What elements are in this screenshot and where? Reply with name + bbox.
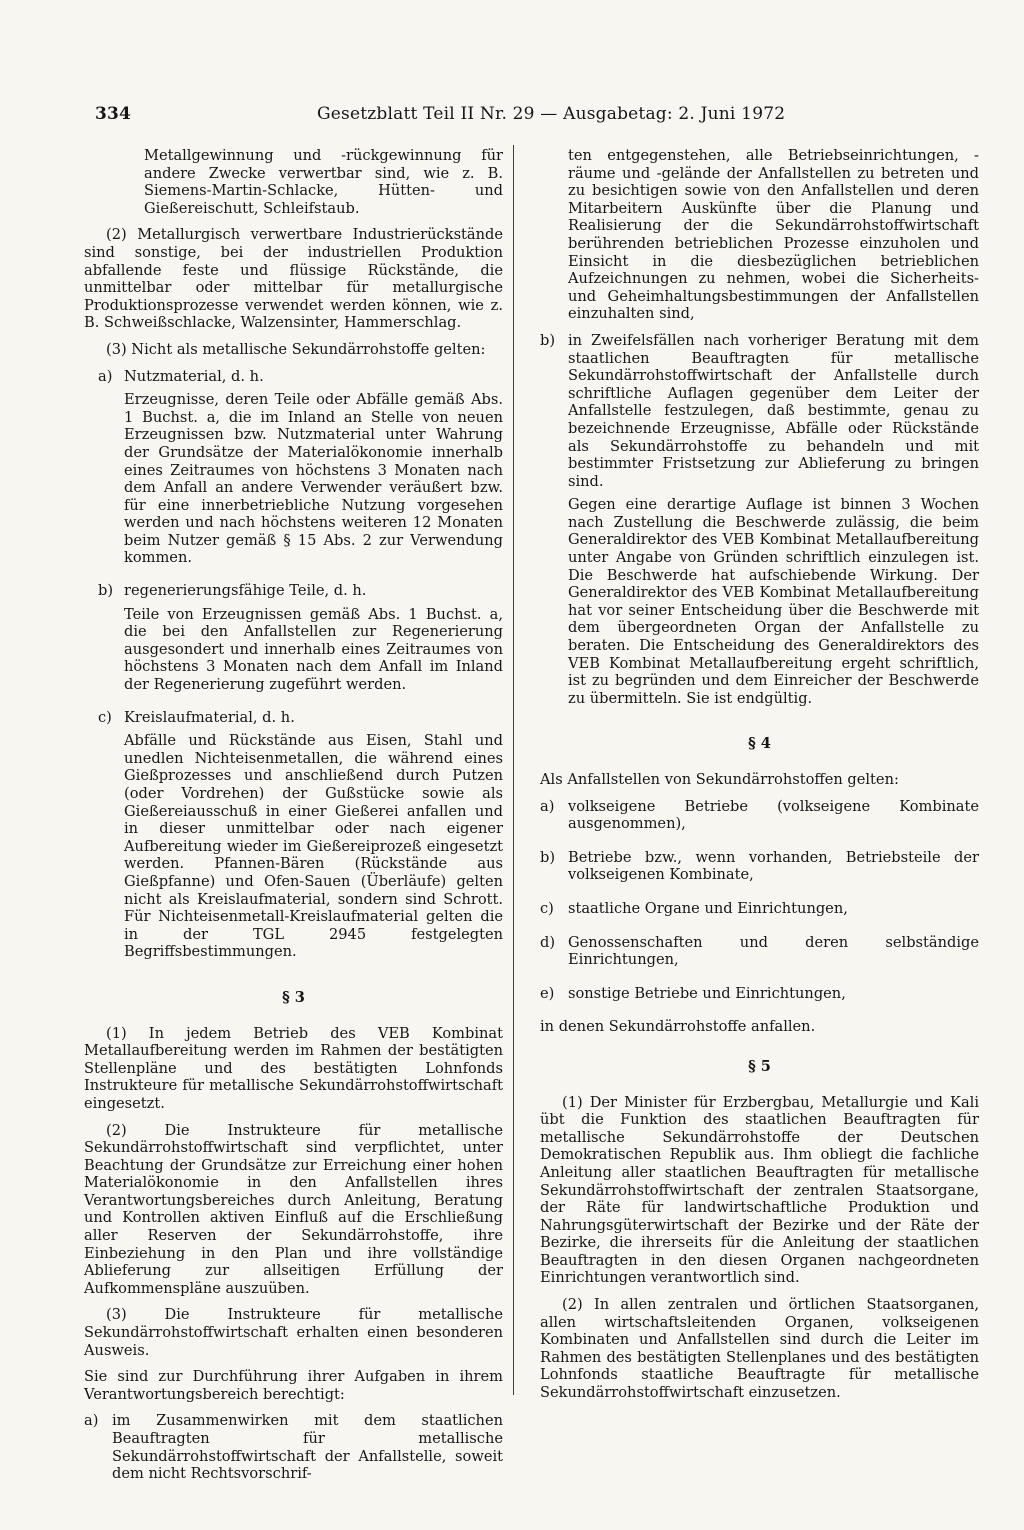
s3-paragraph-1: (1) In jedem Betrieb des VEB Kombinat Metallaufbereitung werden im Rahmen der bestätigten Stellenpläne und des bestätigten Lohnfonds Instrukteure für metallische Sekundärrohstoffwirtschaft eingesetzt.	[84, 1024, 503, 1112]
list-item	[540, 985, 979, 1009]
item-title: regenerierungsfähige Teile, d. h.	[124, 582, 367, 600]
item-text: Betriebe bzw., wenn vorhanden, Betriebsteile der volkseigenen Kombinate,	[568, 848, 979, 884]
item-marker: c)	[540, 899, 554, 917]
section-heading-3: § 3	[282, 988, 305, 1006]
item-text: sonstige Betriebe und Einrichtungen,	[568, 984, 846, 1002]
item-marker: a)	[84, 1412, 99, 1430]
item-marker: a)	[540, 797, 555, 815]
continuation-paragraph: ten entgegenstehen, alle Betriebseinrichtungen, -räume und -gelände der Anfallstellen zu betreten und zu besichtigen sowie von den Anfallstellen und deren Mitarbeitern Auskünfte über die Planung und Realisierung der die Sekundärrohstoffwirtschaft berührenden betrieblichen Prozesse einzuholen und Einsicht in die diesbezüglichen betrieblichen Aufzeichnungen zu nehmen, wobei die Sicherheits- und Geheimhaltungsbestimmungen der Anfallstellen einzuhalten sind,	[568, 147, 979, 323]
list-item-c	[84, 709, 503, 967]
list-item	[540, 798, 979, 839]
list-item	[540, 934, 979, 975]
section-heading-4: § 4	[748, 735, 771, 753]
item-title: Nutzmaterial, d. h.	[124, 367, 264, 385]
item-marker: a)	[98, 367, 113, 385]
item-marker: b)	[98, 582, 114, 600]
page-number: 334	[95, 104, 132, 124]
s4-outro: in denen Sekundärrohstoffe anfallen.	[540, 1018, 816, 1036]
s3-paragraph-2: (2) Die Instrukteure für metallische Sekundärrohstoffwirtschaft sind verpflichtet, unter Beachtung der Grundsätze zur Erreichung einer hohen Materialökonomie in den Anfallstellen ihres Verantwortungsbereiches durch Anleitung, Beratung und Kontrollen aktiven Einfluß auf die Erschließung aller Reserven der Sekundärrohstoffe, ihre Einbeziehung in den Plan und ihre vollständige Ablieferung zur allseitigen Erfüllung der Aufkommenspläne auszuüben.	[84, 1121, 503, 1297]
list-item-b	[84, 582, 503, 700]
s4-list	[540, 798, 979, 1009]
right-column	[540, 147, 979, 1411]
s3-paragraph-4: Sie sind zur Durchführung ihrer Aufgaben in ihrem Verantwortungsbereich berechtigt:	[84, 1368, 503, 1403]
s5-paragraph-1: (1) Der Minister für Erzbergbau, Metallurgie und Kali übt die Funktion des staatlichen Beauftragten für metallische Sekundärrohstoffe der Deutschen Demokratischen Republik aus. Ihm obliegt die fachliche Anleitung aller staatlichen Beauftragten für metallische Sekundärrohstoffwirtschaft der zentralen Staatsorgane, der Räte für landwirtschaftliche Produktion und Nahrungsgüterwirtschaft der Bezirke und der Räte der Bezirke, die ihrerseits für die Anleitung der staatlichen Beauftragten in den diesen Organen nachgeordneten Einrichtungen verantwortlich sind.	[540, 1093, 979, 1287]
s3-list-item-a	[84, 1412, 503, 1488]
item-text: in Zweifelsfällen nach vorheriger Beratung mit dem staatlichen Beauftragten für metallische Sekundärrohstoffwirtschaft der Anfallstelle durch schriftliche Auflagen gegenüber dem Leiter der Anfallstelle festzulegen, daß bestimmte, genau zu bezeichnende Erzeugnisse, Abfälle oder Rückstände als Sekundärrohstoffe zu behandeln und mit bestimmter Fristsetzung zur Ablieferung zu bringen sind.	[568, 331, 979, 490]
continuation-paragraph: Metallgewinnung und -rückgewinnung für andere Zwecke verwertbar sind, wie z. B. Siemens-Martin-Schlacke, Hütten- und Gießereischutt, Schleifstaub.	[144, 147, 503, 217]
s3-list-item-b	[540, 332, 979, 713]
item-text: Teile von Erzeugnissen gemäß Abs. 1 Buchst. a, die bei den Anfallstellen zur Regenerierung ausgesondert und innerhalb eines Zeitraumes von höchstens 3 Monaten nach dem Anfall im Inland der Regenerierung zugeführt werden.	[124, 605, 503, 694]
item-text: Genossenschaften und deren selbständige Einrichtungen,	[568, 933, 979, 969]
item-text: staatliche Organe und Einrichtungen,	[568, 899, 848, 917]
list-item	[540, 849, 979, 890]
paragraph-3: (3) Nicht als metallische Sekundärrohstoffe gelten:	[106, 340, 486, 358]
s4-intro: Als Anfallstellen von Sekundärrohstoffen gelten:	[540, 771, 899, 788]
running-title: Gesetzblatt Teil II Nr. 29 — Ausgabetag: 2. Juni 1972	[317, 104, 786, 124]
s3-paragraph-3: (3) Die Instrukteure für metallische Sekundärrohstoffwirtschaft erhalten einen besonderen Ausweis.	[84, 1306, 503, 1359]
item-marker: c)	[98, 708, 112, 726]
left-column	[84, 147, 503, 1499]
item-text-2: Gegen eine derartige Auflage ist binnen 3 Wochen nach Zustellung die Beschwerde zulässig, die beim Generaldirektor des VEB Kombinat Metallaufbereitung unter Angabe von Gründen schriftlich einzulegen ist. Die Beschwerde hat aufschiebende Wirkung. Der Generaldirektor des VEB Kombinat Metallaufbereitung hat vor seiner Entscheidung über die Beschwerde mit dem übergeordneten Organ der Anfallstelle zu beraten. Die Entscheidung des Generaldirektors des VEB Kombinat Metallaufbereitung ergeht schriftlich, ist zu begründen und dem Einreicher der Beschwerde zu übermitteln. Sie ist endgültig.	[568, 496, 979, 707]
item-title: Kreislaufmaterial, d. h.	[124, 708, 295, 726]
item-text: Erzeugnisse, deren Teile oder Abfälle gemäß Abs. 1 Buchst. a, die im Inland an Stelle von neuen Erzeugnissen bzw. Nutzmaterial unter Wahrung der Grundsätze der Materialökonomie innerhalb eines Zeitraumes von höchstens 3 Monaten nach dem Anfall an andere Verwender veräußert bzw. für eine innerbetriebliche Nutzung vorgesehen werden und nach höchstens weiteren 12 Monaten beim Nutzer gemäß § 15 Abs. 2 zur Verwendung kommen.	[124, 391, 503, 567]
list-item-a	[84, 368, 503, 574]
paragraph-2: (2) Metallurgisch verwertbare Industrierückstände sind sonstige, bei der industriellen Produktion abfallende feste und flüssige Rückstände, die unmittelbar oder mittelbar für metallurgische Produktionsprozesse verwendet werden können, wie z. B. Schweißschlacke, Walzensinter, Hammerschlag.	[84, 226, 503, 332]
item-text: im Zusammenwirken mit dem staatlichen Beauftragten für metallische Sekundärrohstoffwirtschaft der Anfallstelle, soweit dem nicht Rechtsvorschrif-	[112, 1412, 503, 1483]
item-marker: e)	[540, 984, 555, 1002]
item-marker: b)	[540, 331, 556, 349]
s5-paragraph-2: (2) In allen zentralen und örtlichen Staatsorganen, allen wirtschaftsleitenden Organen, volkseigenen Kombinaten und Anfallstellen sind durch die Leiter im Rahmen des bestätigten Stellenplanes und des bestätigten Lohnfonds staatliche Beauftragte für metallische Sekundärrohstoffwirtschaft einzusetzen.	[540, 1296, 979, 1402]
item-marker: d)	[540, 933, 556, 951]
column-divider	[513, 145, 514, 1395]
list-item	[540, 900, 979, 924]
item-marker: b)	[540, 848, 556, 866]
item-text: Abfälle und Rückstände aus Eisen, Stahl und unedlen Nichteisenmetallen, die während eines Gießprozesses und anschließend durch Putzen (oder Vordrehen) der Gußstücke sowie als Gießereiausschuß in einer Gießerei anfallen und in dieser unmittelbar oder nach eigener Aufbereitung wieder im Gießereiprozeß eingesetzt werden. Pfannen-Bären (Rückstände aus Gießpfanne) und Ofen-Sauen (Überläufe) gelten nicht als Kreislaufmaterial, sondern sind Schrott. Für Nichteisenmetall-Kreislaufmaterial gelten die in der TGL 2945 festgelegten Begriffsbestimmungen.	[124, 732, 503, 961]
section-heading-5: § 5	[748, 1057, 771, 1075]
item-text: volkseigene Betriebe (volkseigene Kombinate ausgenommen),	[568, 797, 979, 833]
